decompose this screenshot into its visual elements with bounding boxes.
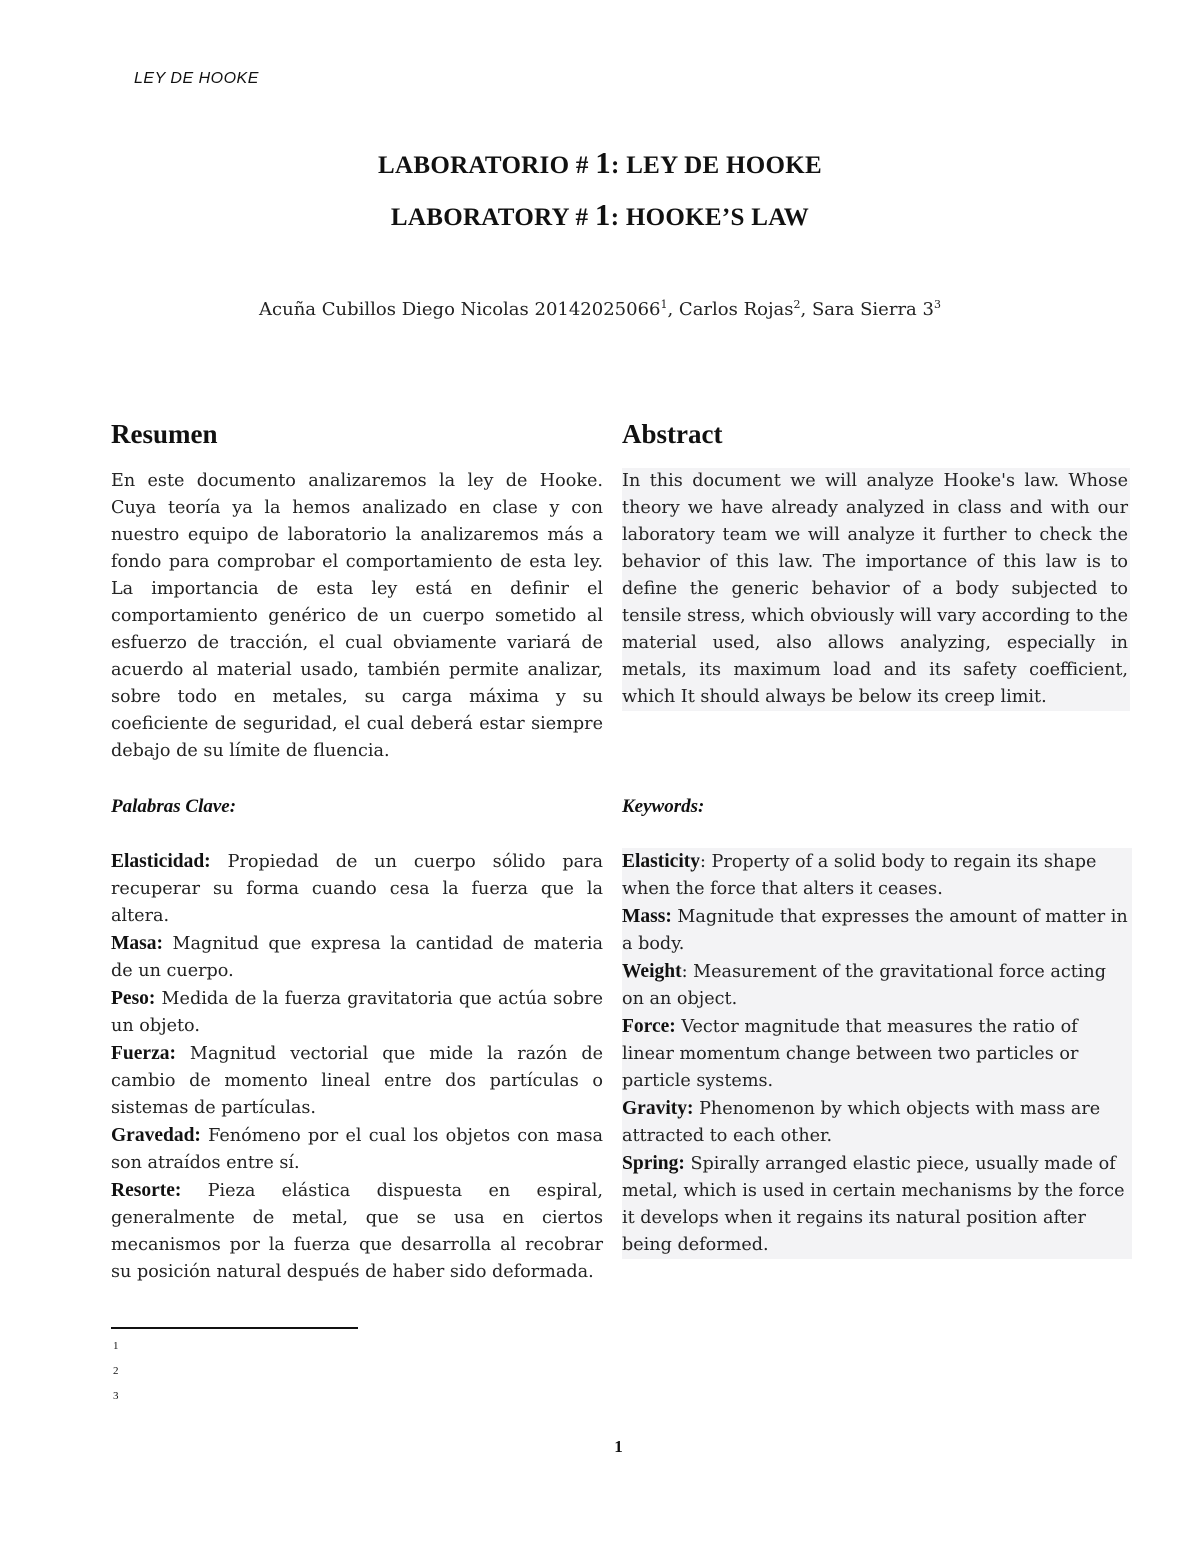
abstract-section: [622, 418, 1130, 711]
resumen-body: En este documento analizaremos la ley de Hooke. Cuya teoría ya la hemos analizado en clase y con nuestro equipo de laboratorio la analizaremos más a fondo para comprobar el comportamiento de esta ley. La importancia de esta ley está en definir el comportamiento genérico de un cuerpo sometido al esfuerzo de tracción, el cual obviamente variará de acuerdo al material usado, también permite analizar, sobre todo en metales, su carga máxima y su coeficiente de seguridad, el cual deberá estar siempre debajo de su límite de fluencia.: [111, 471, 603, 761]
author-3: , Sara Sierra 3: [800, 299, 934, 320]
title-es-prefix: LABORATORIO #: [378, 152, 596, 179]
keyword-definition: Propiedad de un cuerpo sólido para recuperar su forma cuando cesa la fuerza que la altera.: [111, 852, 603, 926]
keyword-term: Masa:: [111, 933, 163, 954]
keyword-definition: Spirally arranged elastic piece, usually made of metal, which is used in certain mechanisms by the force it develops when it regains its natural position after being deformed.: [622, 1154, 1125, 1255]
palabras-clave-list: [111, 848, 603, 1286]
keyword-item-es: [111, 985, 603, 1040]
keyword-item-en: [622, 903, 1130, 958]
keyword-item-es: [111, 1040, 603, 1122]
resumen-heading: Resumen: [111, 419, 218, 449]
footnote-1: 1: [113, 1340, 119, 1352]
title-en-number: 1: [594, 197, 611, 232]
keyword-definition: : Measurement of the gravitational force acting on an object.: [622, 962, 1107, 1009]
keyword-definition: Magnitude that expresses the amount of matter in a body.: [622, 907, 1128, 954]
keyword-definition: Phenomenon by which objects with mass are attracted to each other.: [622, 1099, 1101, 1146]
page-number: 1: [614, 1437, 623, 1456]
title-spanish: [0, 145, 1200, 181]
author-line: [0, 298, 1200, 320]
keyword-item-es: [111, 930, 603, 985]
title-en-suffix: : HOOKE’S LAW: [610, 204, 810, 231]
keyword-term: Peso:: [111, 988, 156, 1009]
keyword-term: Gravity:: [622, 1098, 694, 1119]
keyword-term: Spring:: [622, 1153, 685, 1174]
title-en-prefix: LABORATORY #: [390, 204, 595, 231]
footnotes: [113, 1334, 119, 1409]
footnote-2: 2: [113, 1365, 119, 1377]
keyword-item-en: [622, 1150, 1130, 1259]
keyword-definition: : Property of a solid body to regain its shape when the force that alters it ceases.: [622, 852, 1097, 899]
keyword-item-es: [111, 848, 603, 930]
keyword-term: Gravedad:: [111, 1125, 201, 1146]
abstract-body: In this document we will analyze Hooke's law. Whose theory we have already analyzed in class and with our laboratory team we will analyze it further to check the behavior of this law. The importance of this law is to define the generic behavior of a body subjected to tensile stress, which obviously will vary according to the material used, also allows analyzing, especially in metals, its maximum load and its safety coefficient, which It should always be below its creep limit.: [622, 468, 1130, 711]
resumen-section: [111, 418, 603, 765]
keyword-definition: Fenómeno por el cual los objetos con masa son atraídos entre sí.: [111, 1126, 603, 1173]
keyword-definition: Vector magnitude that measures the ratio of linear momentum change between two particles or particle systems.: [622, 1017, 1079, 1091]
keyword-term: Elasticidad:: [111, 851, 211, 872]
keyword-item-en: [622, 1013, 1130, 1095]
keyword-item-en: [622, 958, 1130, 1013]
author-1: Acuña Cubillos Diego Nicolas 20142025066: [259, 299, 661, 320]
footnote-ref-3[interactable]: 3: [933, 298, 941, 311]
keyword-definition: Pieza elástica dispuesta en espiral, generalmente de metal, que se usa en ciertos mecanismos por la fuerza que desarrolla al recobrar su posición natural después de haber sido deformada.: [111, 1181, 603, 1282]
keyword-definition: Magnitud vectorial que mide la razón de cambio de momento lineal entre dos partículas o sistemas de partículas.: [111, 1044, 603, 1118]
keyword-term: Force:: [622, 1016, 676, 1037]
keyword-definition: Medida de la fuerza gravitatoria que actúa sobre un objeto.: [111, 989, 603, 1036]
title-english: [0, 197, 1200, 233]
footnote-ref-2[interactable]: 2: [793, 298, 801, 311]
title-es-number: 1: [595, 145, 612, 180]
abstract-heading: Abstract: [622, 419, 723, 449]
keyword-item-en: [622, 848, 1130, 903]
keyword-item-es: [111, 1177, 603, 1286]
keyword-term: Mass:: [622, 906, 672, 927]
keywords-list: [622, 848, 1132, 1259]
keyword-item-es: [111, 1122, 603, 1177]
keyword-term: Resorte:: [111, 1180, 182, 1201]
footnote-3: 3: [113, 1390, 119, 1402]
footnote-separator: [111, 1327, 358, 1329]
keyword-term: Fuerza:: [111, 1043, 176, 1064]
keyword-term: Weight: [622, 961, 682, 982]
running-header: LEY DE HOOKE: [134, 70, 259, 87]
title-es-suffix: : LEY DE HOOKE: [611, 152, 822, 179]
keywords-heading: Keywords:: [622, 796, 705, 817]
author-2: , Carlos Rojas: [667, 299, 794, 320]
keyword-definition: Magnitud que expresa la cantidad de materia de un cuerpo.: [111, 934, 603, 981]
footnote-ref-1[interactable]: 1: [660, 298, 668, 311]
keyword-item-en: [622, 1095, 1130, 1150]
keyword-term: Elasticity: [622, 851, 700, 872]
palabras-clave-heading: Palabras Clave:: [111, 796, 237, 817]
